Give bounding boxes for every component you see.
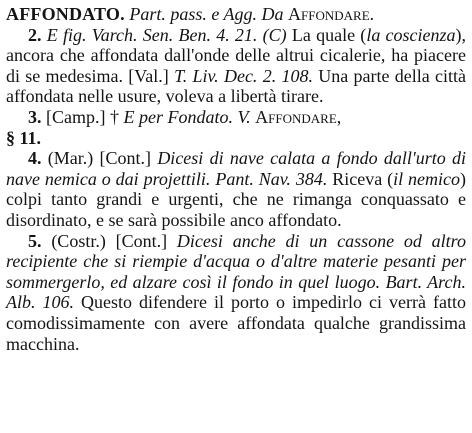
separator: , bbox=[336, 106, 342, 127]
sense-5 bbox=[6, 231, 466, 355]
gloss: la coscienza bbox=[366, 24, 456, 45]
sense-4 bbox=[6, 148, 466, 230]
quote-text: La quale ( bbox=[286, 24, 367, 45]
sense-tag: [Camp.] † bbox=[46, 106, 119, 127]
quote-text: Una parte della città affondata nelle usure, voleva a libertà tirare. bbox=[6, 65, 467, 107]
cross-ref-headword: Affondare bbox=[288, 4, 370, 24]
definition: Dicesi anche di un cassone od altro recipiente che si riempie d'acqua o d'altre materie pesanti per sommergerlo, ed alzare così il fondo in quel luogo. bbox=[6, 230, 467, 292]
citation: Varch. Sen. Ben. 4. 21. (C) bbox=[91, 24, 287, 45]
citation: Pant. Nav. 384. bbox=[215, 168, 328, 189]
quote-text: ), ancora che affondata dall'onde delle altrui cicalerie, ha piacere di se medesima. [Val.] bbox=[6, 24, 467, 86]
entry-heading bbox=[6, 4, 466, 25]
citation: T. Liv. Dec. 2. 108. bbox=[174, 65, 313, 86]
sense-tag: (Mar.) [Cont.] bbox=[47, 148, 152, 169]
headword: AFFONDATO. bbox=[6, 4, 125, 24]
sense-label: E per Fondato. V. bbox=[123, 106, 251, 127]
sense-number: 5. bbox=[28, 230, 42, 251]
definition: Dicesi di nave calata a fondo dall'urto di nave nemica o dai projettili. bbox=[6, 148, 467, 189]
heading-end: . bbox=[369, 4, 375, 24]
sense-label: E fig. bbox=[46, 24, 87, 45]
sense-2 bbox=[6, 25, 466, 107]
quote-text: Riceva ( bbox=[327, 168, 394, 189]
dictionary-entry bbox=[6, 4, 466, 354]
sense-number: 4. bbox=[28, 148, 42, 169]
quote-text: Questo difendere il porto o impedirlo ci verrà fatto comodissimamente con avere affondata qualche grandissima macchina. bbox=[6, 292, 466, 354]
quote-text: ) colpi tanto grandi e urgenti, che ne rimanga conquassato e disordinato, e se sarà possibile anco affondato. bbox=[6, 168, 467, 230]
paragraph-ref: § 11. bbox=[6, 127, 42, 148]
citation: Bart. Arch. Alb. 106. bbox=[6, 271, 466, 313]
sense-number: 2. bbox=[28, 24, 42, 45]
part-of-speech: Part. pass. e Agg. Da bbox=[129, 4, 284, 24]
gloss: il nemico bbox=[393, 168, 461, 189]
sense-tag: (Costr.) [Cont.] bbox=[51, 230, 168, 251]
sense-number: 3. bbox=[28, 106, 42, 127]
sense-3 bbox=[6, 107, 466, 148]
cross-ref: Affondare bbox=[255, 106, 337, 127]
